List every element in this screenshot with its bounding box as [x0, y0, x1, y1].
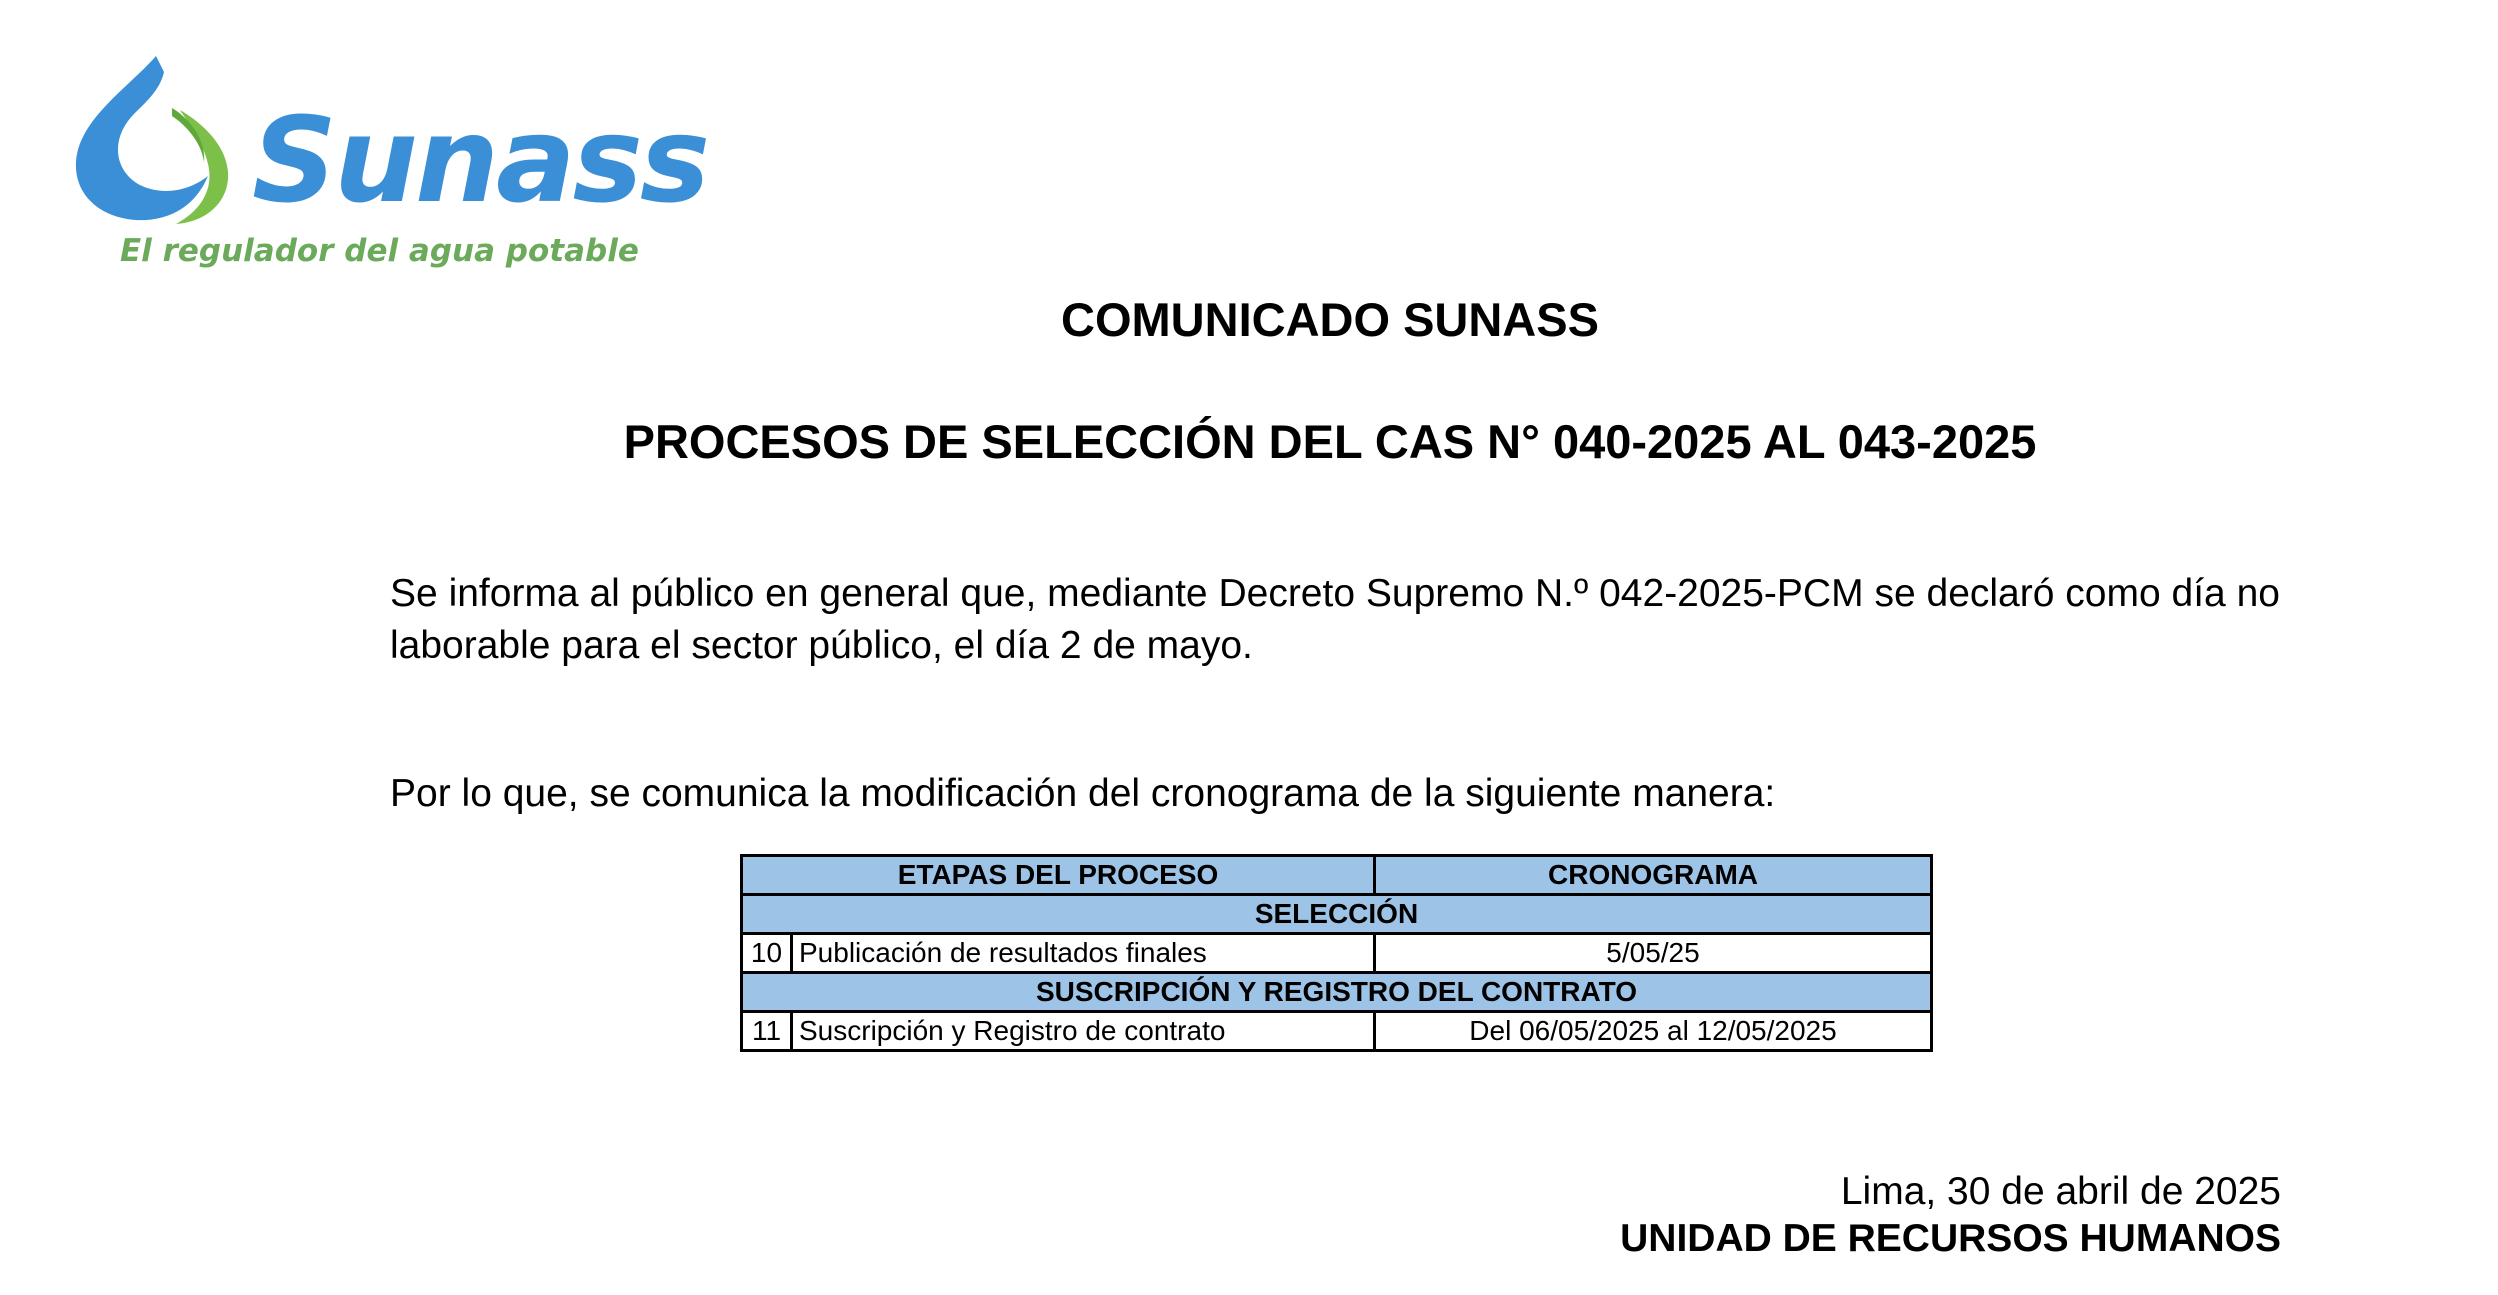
table-row [742, 934, 1932, 973]
schedule-table [740, 854, 1933, 1052]
issuing-unit: UNIDAD DE RECURSOS HUMANOS [1620, 1217, 2281, 1260]
section-row-suscripcion [742, 973, 1932, 1012]
section-title: SELECCIÓN [742, 895, 1932, 934]
header-etapas: ETAPAS DEL PROCESO [742, 856, 1375, 895]
document-subtitle: PROCESOS DE SELECCIÓN DEL CAS N° 040-2025 AL 043-2025 [623, 415, 2037, 468]
header-cronograma: CRONOGRAMA [1375, 856, 1932, 895]
notice-paragraph: Se informa al público en general que, mediante Decreto Supremo N.º 042-2025-PCM se declaró como día no laborable para el sector público, el día 2 de mayo. [390, 572, 2280, 667]
table-header-row [742, 856, 1932, 895]
row-number: 10 [742, 934, 792, 973]
schedule-intro-paragraph: Por lo que, se comunica la modificación del cronograma de la siguiente manera: [390, 772, 1776, 815]
row-date: Del 06/05/2025 al 12/05/2025 [1375, 1012, 1932, 1051]
section-row-seleccion [742, 895, 1932, 934]
row-number: 11 [742, 1012, 792, 1051]
row-stage: Suscripción y Registro de contrato [792, 1012, 1375, 1051]
document-title: COMUNICADO SUNASS [1061, 293, 1599, 346]
row-date: 5/05/25 [1375, 934, 1932, 973]
water-drop-logo-icon [68, 50, 248, 230]
row-stage: Publicación de resultados finales [792, 934, 1375, 973]
logo-tagline: El regulador del agua potable [120, 233, 639, 269]
section-title: SUSCRIPCIÓN Y REGISTRO DEL CONTRATO [742, 973, 1932, 1012]
sunass-logo [68, 50, 708, 280]
table-row [742, 1012, 1932, 1051]
logo-wordmark: Sunass [252, 91, 708, 229]
place-and-date: Lima, 30 de abril de 2025 [1840, 1170, 2281, 1213]
